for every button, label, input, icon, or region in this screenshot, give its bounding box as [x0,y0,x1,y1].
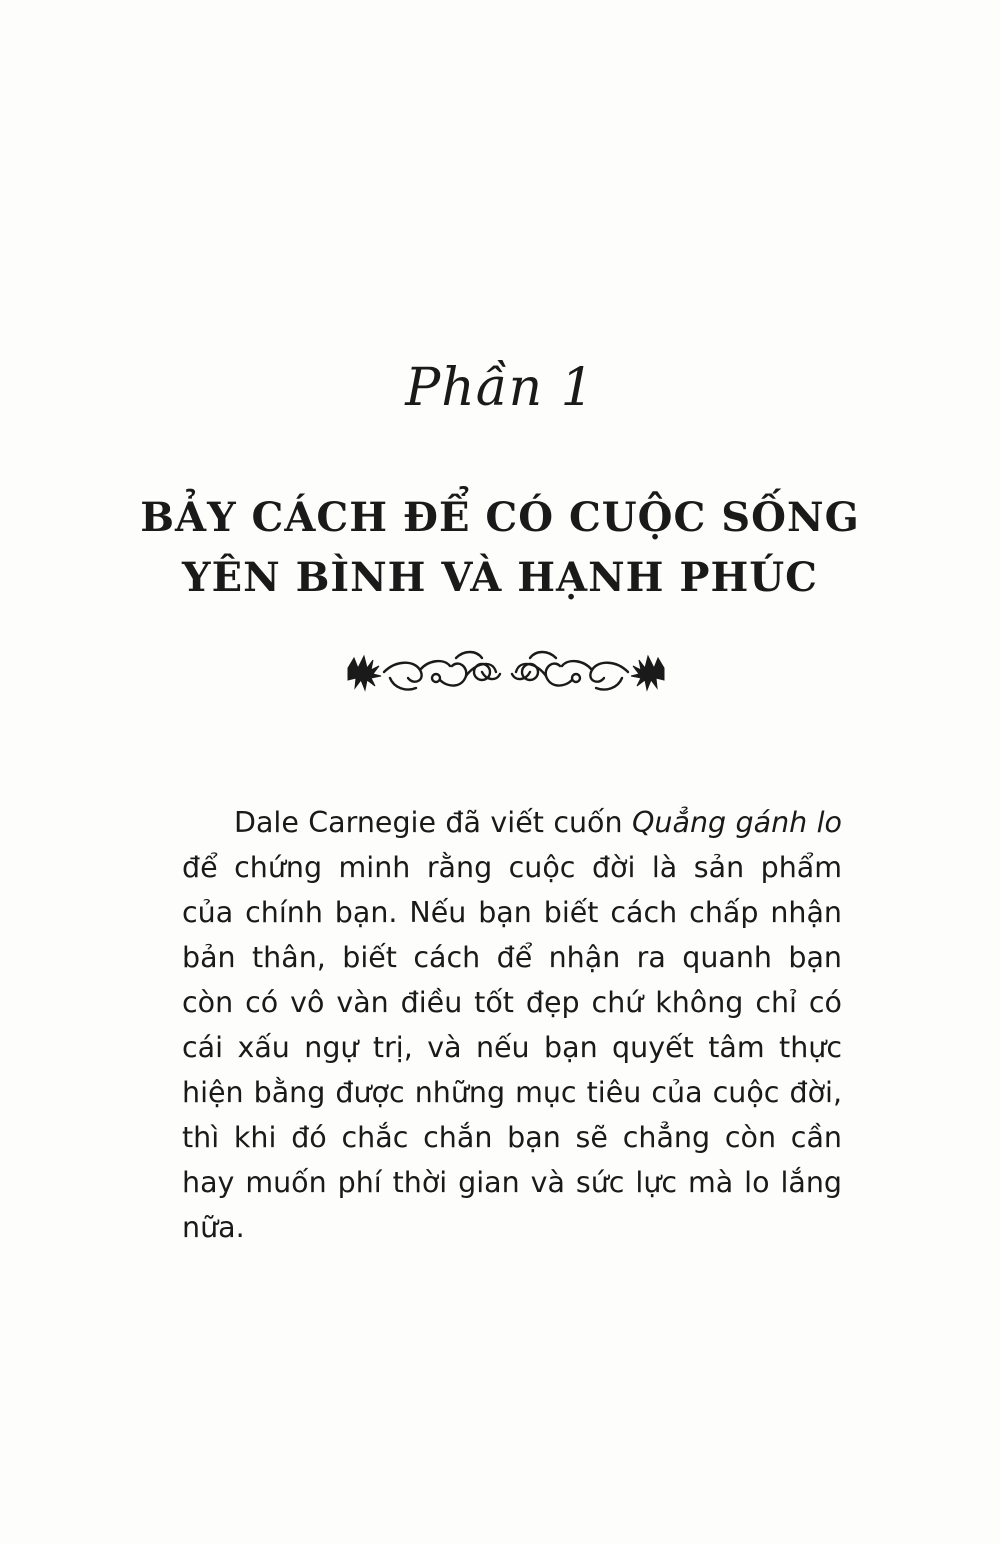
part-title [0,488,1000,608]
part-title-line-1: BẢY CÁCH ĐỂ CÓ CUỘC SỐNG [140,494,860,541]
part-label: Phần 1 [405,358,595,418]
paragraph-text [182,800,842,1250]
body-paragraph [182,800,842,1250]
part-title-line-2: YÊN BÌNH VÀ HẠNH PHÚC [182,554,818,601]
floral-scroll-divider-icon [336,638,676,702]
paragraph-rest: để chứng minh rằng cuộc đời là sản phẩm của chính bạn. Nếu bạn biết cách chấp nhận bản thân, biết cách để nhận ra quanh bạn còn có vô vàn điều tốt đẹp chứ không chỉ có cái xấu ngự trị, và nếu bạn quyết tâm thực hiện bằng được những mục tiêu của cuộc đời, thì khi đó chắc chắn bạn sẽ chẳng còn cần hay muốn phí thời gian và sức lực mà lo lắng nữa. [182,851,842,1244]
paragraph-lead: Dale Carnegie đã viết cuốn [234,806,632,839]
book-title: Quẳng gánh lo [631,806,842,839]
